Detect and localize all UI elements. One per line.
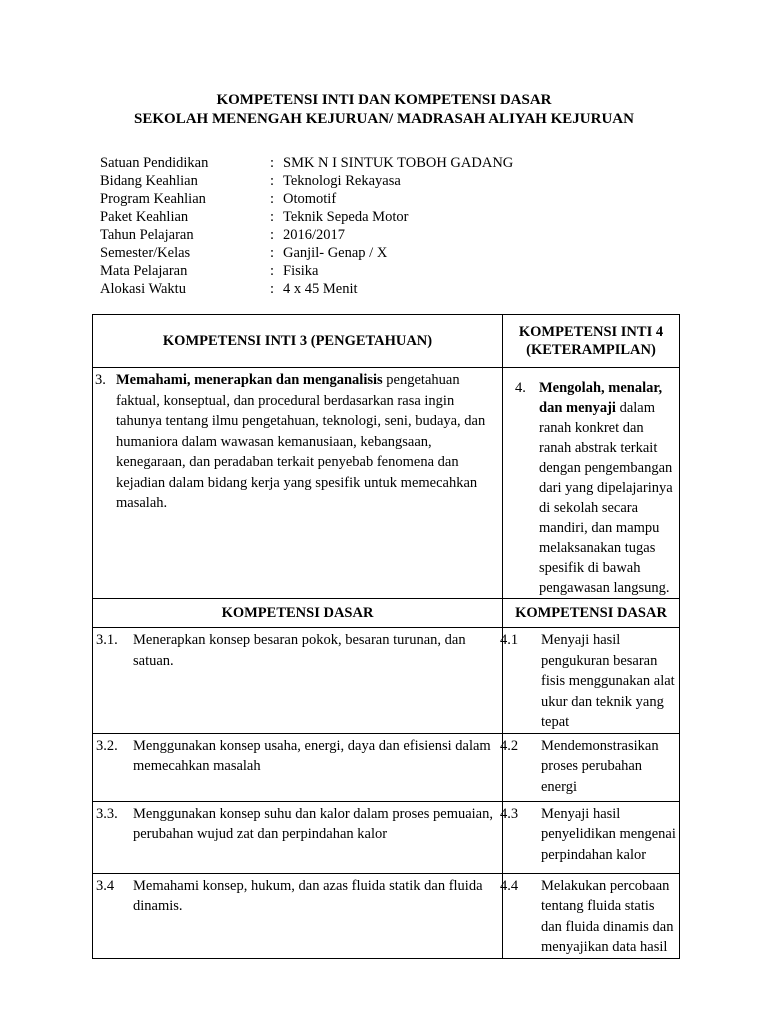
kd-text: Menggunakan konsep suhu dan kalor dalam proses pemuaian, perubahan wujud zat dan perpindahan kalor [133,805,493,842]
kd-right-cell [500,801,680,873]
info-value: 4 x 45 Menit [283,281,358,297]
kd-right-cell [500,733,680,801]
kd-text: Menggunakan konsep usaha, energi, daya dan efisiensi dalam memecahkan masalah [133,737,491,774]
kd-number: 4.2 [500,737,519,754]
info-value: Ganjil- Genap / X [283,245,388,261]
table-row [93,733,680,801]
kd-left-cell [93,801,503,873]
info-value: Otomotif [283,191,337,207]
kd-number: 3.2. [96,737,118,754]
kd-right-cell [500,873,680,958]
ki4-number: 4. [515,380,526,396]
kd-number: 4.1 [500,632,519,648]
info-value: Teknik Sepeda Motor [283,209,409,225]
info-colon: : [270,227,275,243]
info-label: Paket Keahlian [100,209,189,225]
info-colon: : [270,173,275,189]
table-row [93,628,680,734]
info-label: Mata Pelajaran [100,263,188,279]
info-colon: : [270,209,275,225]
kd-number: 3.1. [96,632,118,648]
ki3-item [93,368,502,514]
document-title: KOMPETENSI INTI DAN KOMPETENSI DASAR [216,92,552,108]
ki4-header [503,315,680,368]
info-label: Semester/Kelas [100,245,191,261]
kd-number: 4.4 [500,877,519,894]
kd-text: Menyaji hasil penyelidikan mengenai perpindahan kalor [541,805,676,863]
info-colon: : [270,281,275,297]
info-label: Alokasi Waktu [100,281,186,297]
kd-text: Mendemonstrasikan proses perubahan energi [541,737,659,795]
ki4-body-text: dalam ranah konkret dan ranah abstrak terkait dengan pengembangan dari yang dipelajarinya di sekolah secara mandiri, dan mampu melaksanakan tugas spesifik di bawah pengawasan langsung. [539,400,673,596]
table-row [93,801,680,873]
kd-header-right: KOMPETENSI DASAR [503,599,680,628]
ki4-item [503,368,679,598]
info-value: 2016/2017 [283,227,346,243]
info-colon: : [270,155,275,171]
kd-left-cell [93,873,503,958]
info-value: Fisika [283,263,319,279]
info-label: Tahun Pelajaran [100,227,194,243]
ki3-bold-text: Memahami, menerapkan dan menganalisis [116,372,383,388]
ki3-cell [93,368,503,599]
kd-header-left: KOMPETENSI DASAR [93,599,503,628]
document-subtitle: SEKOLAH MENENGAH KEJURUAN/ MADRASAH ALIYAH KEJURUAN [134,111,634,127]
kd-number: 4.3 [500,805,519,822]
kd-text: Memahami konsep, hukum, dan azas fluida statik dan fluida dinamis. [133,877,483,914]
info-colon: : [270,245,275,261]
kd-text: Menerapkan konsep besaran pokok, besaran turunan, dan satuan. [133,632,466,669]
info-value: SMK N I SINTUK TOBOH GADANG [283,155,514,171]
kompetensi-table [92,314,680,959]
info-colon: : [270,191,275,207]
ki4-cell [503,368,680,599]
kd-right-cell [500,628,680,734]
info-colon: : [270,263,275,279]
info-label: Program Keahlian [100,191,206,207]
ki4-text [503,370,679,598]
info-value: Teknologi Rekayasa [283,173,401,189]
ki3-header: KOMPETENSI INTI 3 (PENGETAHUAN) [93,315,503,368]
ki4-bold-text: Mengolah, menalar, dan menyaji [539,380,663,416]
info-label: Bidang Keahlian [100,173,198,189]
ki4-header-line1: KOMPETENSI INTI 4 [518,324,664,340]
kd-left-cell [93,628,503,734]
kd-text: Menyaji hasil pengukuran besaran fisis menggunakan alat ukur dan teknik yang tepat [541,632,675,730]
kd-text: Melakukan percobaan tentang fluida statis dan fluida dinamis dan menyajikan data hasil [541,877,674,955]
kd-number: 3.3. [96,805,118,822]
info-label: Satuan Pendidikan [100,155,209,171]
ki4-header-line2: (KETERAMPILAN) [526,342,656,358]
kd-left-cell [93,733,503,801]
kd-number: 3.4 [96,877,115,894]
ki3-number: 3. [95,372,106,388]
table-row [93,873,680,958]
ki3-text [93,370,502,514]
ki3-body-text: pengetahuan faktual, konseptual, dan procedural berdasarkan rasa ingin tahunya tentang ilmu pengetahuan, teknologi, seni, budaya, dan humaniora dalam wawasan kemanusiaan, kebangsaan, kenegaraan, dan peradaban terkait penyebab fenomena dan kejadian dalam bidang kerja yang spesifik untuk memecahkan masalah. [116,372,486,511]
